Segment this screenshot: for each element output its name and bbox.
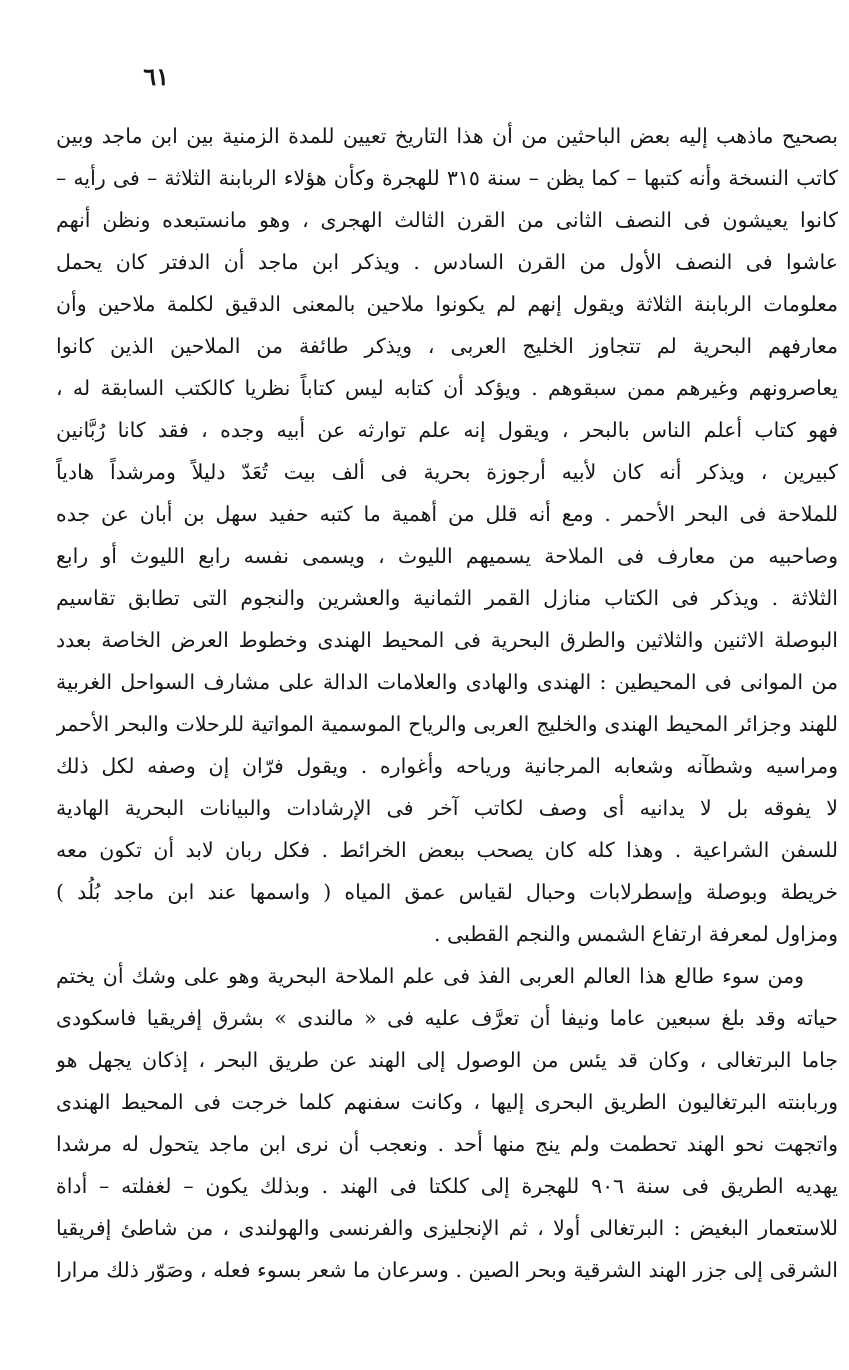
- text-line: واتجهت نحو الهند تحطمت ولم ينج منها أحد . ونعجب أن نرى ابن ماجد يتحول له مرشدا: [56, 1132, 838, 1156]
- page-number: ٦١: [143, 62, 169, 91]
- text-line: لا يفوقه بل لا يدانيه أى وصف لكاتب آخر فى الإرشادات والبيانات البحرية الهادية: [56, 796, 838, 820]
- text-line: وربابنته البرتغاليون الطريق البحرى إليها ، وكانت سفنهم كلما خرجت فى المحيط الهندى: [56, 1090, 838, 1114]
- text-line: كبيرين ، ويذكر أنه كان لأبيه أرجوزة بحرية فى ألف بيت تُعَدّ دليلاً ومرشداً هادياً: [56, 460, 838, 484]
- text-line: معلومات الربابنة الثلاثة ويقول إنهم لم يكونوا ملاحين بالمعنى الدقيق لكلمة ملاحين وأن: [56, 292, 838, 316]
- text-line: خريطة وبوصلة وإسطرلابات وحبال لقياس عمق المياه ( واسمها عند ابن ماجد بُلُد ): [56, 880, 838, 904]
- text-line: عاشوا فى النصف الأول من القرن السادس . ويذكر ابن ماجد أن الدفتر كان يحمل: [56, 250, 838, 274]
- text-line: وصاحبيه من معارف فى الملاحة يسميهم الليوث ، ويسمى نفسه رابع الليوث أو رابع: [56, 544, 838, 568]
- text-line: معارفهم البحرية لم تتجاوز الخليج العربى ، ويذكر طائفة من الملاحين الذين كانوا: [56, 334, 838, 358]
- text-line: بصحيح ماذهب إليه بعض الباحثين من أن هذا التاريخ تعيين للمدة الزمنية بين ابن ماجد وبين: [56, 124, 838, 148]
- text-line: كاتب النسخة وأنه كتبها – كما يظن – سنة ٣١٥ للهجرة وكأن هؤلاء الربابنة الثلاثة – فى رأيه –: [56, 166, 838, 190]
- text-line: للملاحة فى البحر الأحمر . ومع أنه قلل من أهمية ما كتبه حفيد سهل بن أبان عن جده: [56, 502, 838, 526]
- text-line: يعاصرونهم وغيرهم ممن سبقوهم . ويؤكد أن كتابه ليس كتاباً نظريا كالكتب السابقة له ،: [56, 376, 838, 400]
- body-text: [56, 115, 838, 1291]
- text-line: الثلاثة . ويذكر فى الكتاب منازل القمر الثمانية والعشرين والنجوم التى تطابق تقاسيم: [56, 586, 838, 610]
- text-line: يهديه الطريق فى سنة ٩٠٦ للهجرة إلى كلكتا فى الهند . وبذلك يكون – لغفلته – أداة: [56, 1174, 838, 1198]
- text-line: كانوا يعيشون فى النصف الثانى من القرن الثالث الهجرى ، وهو مانستبعده ونظن أنهم: [56, 208, 838, 232]
- text-line: البوصلة الاثنين والثلاثين والطرق البحرية فى المحيط الهندى وخطوط العرض الخاصة بعدد: [56, 628, 838, 652]
- text-line: للهند وجزائر المحيط الهندى والخليج العربى والرياح الموسمية المواتية للرحلات والبحر الأحمر: [56, 712, 838, 736]
- text-line: ومزاول لمعرفة ارتفاع الشمس والنجم القطبى .: [433, 922, 838, 946]
- text-line: ومراسيه وشطآنه وشعابه المرجانية ورياحه وأغواره . ويقول فرّان إن وصفه لكل ذلك: [56, 754, 838, 778]
- text-line: حياته وقد بلغ سبعين عاما ونيفا أن تعرَّف عليه فى « مالندى » بشرق إفريقيا فاسكودى: [56, 1006, 838, 1030]
- text-line: من الموانى فى المحيطين : الهندى والهادى والعلامات الدالة على مشارف السواحل الغربية: [56, 670, 838, 694]
- text-line: فهو كتاب أعلم الناس بالبحر ، ويقول إنه علم توارثه عن أبيه وجده ، فقد كانا رُبَّانين: [56, 418, 838, 442]
- paragraph-first-line: ومن سوء طالع هذا العالم العربى الفذ فى علم الملاحة البحرية وهو على وشك أن يختم: [56, 964, 804, 988]
- text-line: للاستعمار البغيض : البرتغالى أولا ، ثم الإنجليزى والفرنسى والهولندى ، من شاطئ إفريقيا: [56, 1216, 838, 1240]
- text-line: الشرقى إلى جزر الهند الشرقية وبحر الصين . وسرعان ما شعر بسوء فعله ، وصَوّر ذلك مرارا: [56, 1258, 838, 1282]
- text-line: جاما البرتغالى ، وكان قد يئس من الوصول إلى الهند عن طريق البحر ، إذكان يجهل هو: [56, 1048, 838, 1072]
- text-line: للسفن الشراعية . وهذا كله كان يصحب ببعض الخرائط . فكل ربان لابد أن تكون معه: [56, 838, 838, 862]
